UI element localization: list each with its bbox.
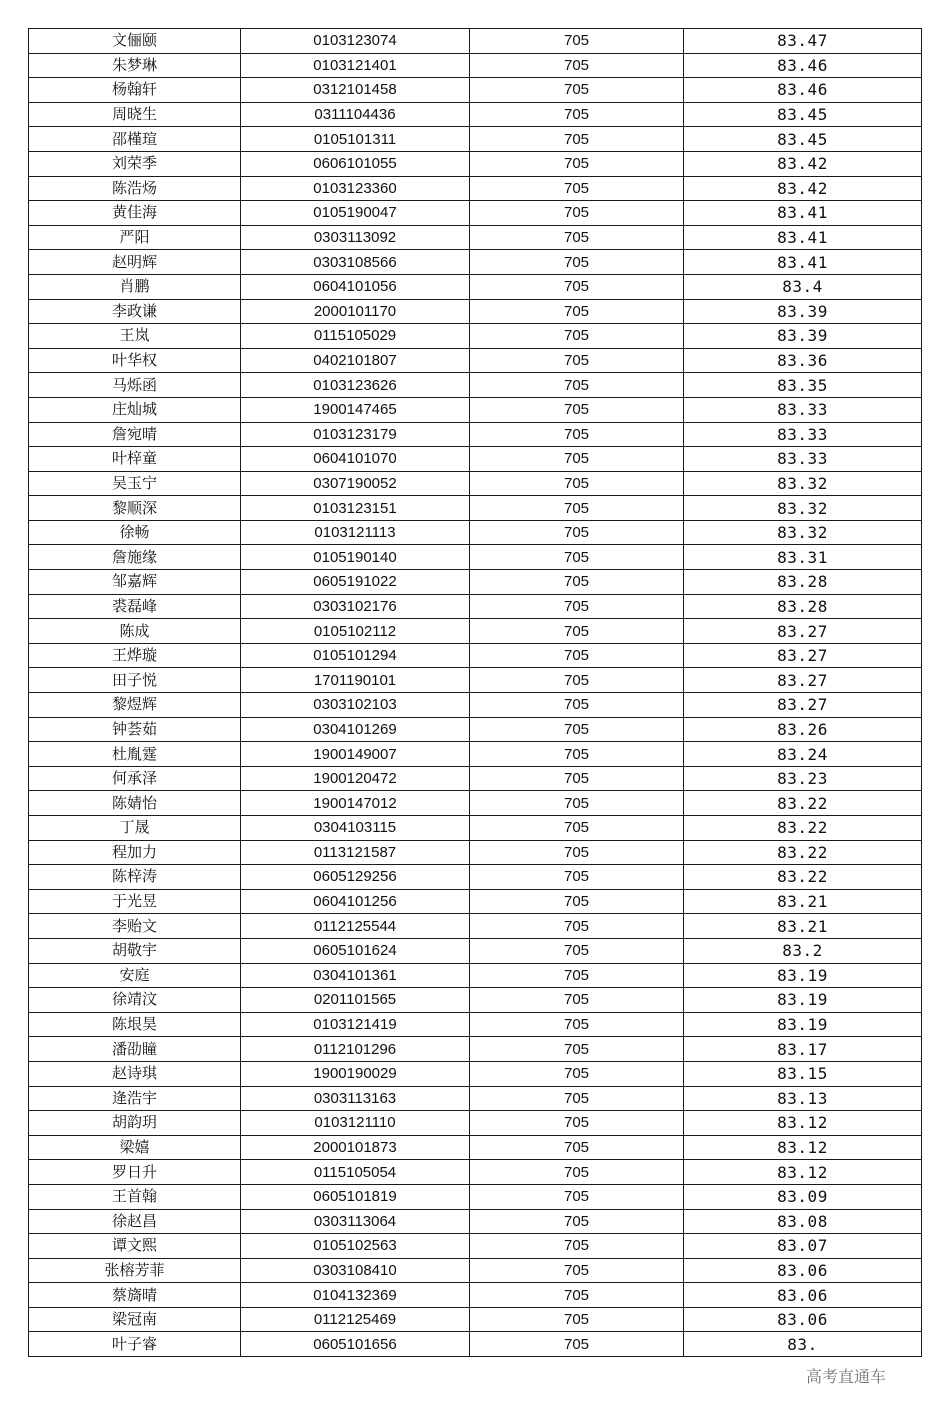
table-row [29,1037,922,1062]
candidate-name: 黎煜辉 [29,693,241,718]
candidate-name: 李贻文 [29,914,241,939]
exam-code: 705 [470,619,684,644]
exam-code: 705 [470,151,684,176]
candidate-id: 0303102103 [241,693,470,718]
candidate-name: 徐赵昌 [29,1209,241,1234]
candidate-name: 陈成 [29,619,241,644]
candidate-name: 文俪颐 [29,29,241,54]
table-row [29,1283,922,1308]
exam-code: 705 [470,988,684,1013]
table-row [29,988,922,1013]
candidate-id: 0605191022 [241,570,470,595]
score-value: 83.4 [684,274,922,299]
table-row [29,1012,922,1037]
candidate-name: 程加力 [29,840,241,865]
table-row [29,127,922,152]
candidate-name: 潘劭瞳 [29,1037,241,1062]
score-value: 83.39 [684,299,922,324]
exam-code: 705 [470,717,684,742]
exam-code: 705 [470,53,684,78]
exam-code: 705 [470,668,684,693]
candidate-id: 0604101056 [241,274,470,299]
score-value: 83.19 [684,963,922,988]
exam-code: 705 [470,78,684,103]
candidate-id: 0103121419 [241,1012,470,1037]
candidate-id: 1900190029 [241,1061,470,1086]
exam-code: 705 [470,545,684,570]
exam-code: 705 [470,1160,684,1185]
candidate-name: 徐畅 [29,520,241,545]
table-row [29,250,922,275]
candidate-name: 钟荟茹 [29,717,241,742]
candidate-id: 0115105054 [241,1160,470,1185]
score-value: 83.19 [684,1012,922,1037]
score-value: 83.09 [684,1184,922,1209]
candidate-name: 徐靖汶 [29,988,241,1013]
table-row [29,29,922,54]
table-row [29,914,922,939]
candidate-name: 陈浩炀 [29,176,241,201]
candidate-id: 2000101873 [241,1135,470,1160]
score-value: 83.22 [684,791,922,816]
candidate-name: 周晓生 [29,102,241,127]
candidate-id: 0303113092 [241,225,470,250]
exam-code: 705 [470,520,684,545]
score-value: 83.07 [684,1234,922,1259]
table-row [29,1160,922,1185]
candidate-id: 0402101807 [241,348,470,373]
table-row [29,889,922,914]
table-row [29,1307,922,1332]
score-value: 83.06 [684,1258,922,1283]
candidate-id: 0103123151 [241,496,470,521]
candidate-name: 赵诗琪 [29,1061,241,1086]
exam-code: 705 [470,914,684,939]
exam-code: 705 [470,274,684,299]
candidate-id: 0103121113 [241,520,470,545]
exam-code: 705 [470,422,684,447]
candidate-name: 黎顺深 [29,496,241,521]
candidate-name: 肖鹏 [29,274,241,299]
table-row [29,816,922,841]
candidate-id: 0115105029 [241,324,470,349]
score-value: 83.12 [684,1135,922,1160]
table-row [29,938,922,963]
table-row [29,1135,922,1160]
table-row [29,570,922,595]
score-value: 83.33 [684,422,922,447]
candidate-name: 罗日升 [29,1160,241,1185]
exam-code: 705 [470,1012,684,1037]
score-value: 83.19 [684,988,922,1013]
exam-code: 705 [470,1184,684,1209]
score-value: 83.42 [684,151,922,176]
exam-code: 705 [470,496,684,521]
candidate-name: 邹嘉辉 [29,570,241,595]
table-row [29,594,922,619]
score-value: 83.31 [684,545,922,570]
candidate-name: 蔡旖晴 [29,1283,241,1308]
score-value: 83.35 [684,373,922,398]
table-row [29,151,922,176]
candidate-name: 谭文熙 [29,1234,241,1259]
score-value: 83.12 [684,1160,922,1185]
candidate-name: 朱梦琳 [29,53,241,78]
table-row [29,668,922,693]
exam-code: 705 [470,1086,684,1111]
exam-code: 705 [470,643,684,668]
exam-code: 705 [470,1135,684,1160]
candidate-name: 黄佳海 [29,201,241,226]
candidate-id: 0605101656 [241,1332,470,1357]
candidate-name: 安庭 [29,963,241,988]
candidate-name: 庄灿城 [29,397,241,422]
exam-code: 705 [470,865,684,890]
candidate-id: 0105190140 [241,545,470,570]
candidate-name: 严阳 [29,225,241,250]
table-row [29,520,922,545]
exam-code: 705 [470,1258,684,1283]
candidate-name: 马烁函 [29,373,241,398]
candidate-id: 1900120472 [241,766,470,791]
score-value: 83.26 [684,717,922,742]
exam-code: 705 [470,29,684,54]
candidate-id: 0304103115 [241,816,470,841]
exam-code: 705 [470,1111,684,1136]
table-row [29,422,922,447]
exam-code: 705 [470,1332,684,1357]
exam-code: 705 [470,1061,684,1086]
candidate-name: 杨翰轩 [29,78,241,103]
candidate-name: 陈婧怡 [29,791,241,816]
score-value: 83.15 [684,1061,922,1086]
candidate-name: 逄浩宇 [29,1086,241,1111]
candidate-id: 0113121587 [241,840,470,865]
table-row [29,545,922,570]
candidate-id: 0103123074 [241,29,470,54]
table-row [29,471,922,496]
table-row [29,1184,922,1209]
candidate-id: 0605101819 [241,1184,470,1209]
candidate-id: 0103121401 [241,53,470,78]
exam-code: 705 [470,176,684,201]
exam-code: 705 [470,201,684,226]
candidate-id: 0103123626 [241,373,470,398]
table-row [29,78,922,103]
candidate-id: 0604101070 [241,447,470,472]
score-value: 83.33 [684,397,922,422]
candidate-name: 王岚 [29,324,241,349]
table-row [29,1332,922,1357]
score-value: 83. [684,1332,922,1357]
exam-code: 705 [470,225,684,250]
score-value: 83.27 [684,643,922,668]
table-row [29,447,922,472]
candidate-name: 吴玉宁 [29,471,241,496]
candidate-name: 刘荣季 [29,151,241,176]
score-value: 83.32 [684,496,922,521]
candidate-id: 0105101311 [241,127,470,152]
score-value: 83.23 [684,766,922,791]
score-value: 83.42 [684,176,922,201]
candidate-name: 王首翰 [29,1184,241,1209]
score-value: 83.36 [684,348,922,373]
exam-code: 705 [470,816,684,841]
candidate-name: 胡敬宇 [29,938,241,963]
table-row [29,643,922,668]
exam-code: 705 [470,348,684,373]
exam-code: 705 [470,1283,684,1308]
candidate-id: 0112125544 [241,914,470,939]
candidate-id: 0105101294 [241,643,470,668]
table-row [29,1258,922,1283]
exam-code: 705 [470,693,684,718]
table-row [29,791,922,816]
score-value: 83.12 [684,1111,922,1136]
exam-code: 705 [470,373,684,398]
table-row [29,1086,922,1111]
table-row [29,1209,922,1234]
exam-code: 705 [470,397,684,422]
table-row [29,1234,922,1259]
score-value: 83.06 [684,1283,922,1308]
candidate-name: 梁嬉 [29,1135,241,1160]
score-value: 83.13 [684,1086,922,1111]
candidate-id: 1900149007 [241,742,470,767]
candidate-name: 胡韵玥 [29,1111,241,1136]
exam-code: 705 [470,594,684,619]
candidate-name: 田子悦 [29,668,241,693]
score-value: 83.2 [684,938,922,963]
score-value: 83.21 [684,889,922,914]
candidate-id: 0103123360 [241,176,470,201]
candidate-id: 0606101055 [241,151,470,176]
candidate-id: 0303113064 [241,1209,470,1234]
candidate-id: 0303108566 [241,250,470,275]
table-row [29,348,922,373]
candidate-id: 0303102176 [241,594,470,619]
candidate-id: 0311104436 [241,102,470,127]
table-row [29,299,922,324]
exam-code: 705 [470,570,684,595]
score-value: 83.47 [684,29,922,54]
table-row [29,1111,922,1136]
candidate-id: 0103123179 [241,422,470,447]
score-value: 83.32 [684,520,922,545]
score-value: 83.22 [684,840,922,865]
score-value: 83.33 [684,447,922,472]
table-row [29,840,922,865]
candidate-name: 梁冠南 [29,1307,241,1332]
candidate-id: 1900147465 [241,397,470,422]
table-row [29,619,922,644]
candidate-name: 陈垠昊 [29,1012,241,1037]
score-value: 83.27 [684,619,922,644]
score-value: 83.06 [684,1307,922,1332]
candidate-id: 2000101170 [241,299,470,324]
candidate-name: 于光昱 [29,889,241,914]
score-value: 83.46 [684,53,922,78]
candidate-id: 1701190101 [241,668,470,693]
exam-code: 705 [470,250,684,275]
score-value: 83.46 [684,78,922,103]
score-value: 83.41 [684,250,922,275]
score-value: 83.08 [684,1209,922,1234]
candidate-id: 1900147012 [241,791,470,816]
score-value: 83.21 [684,914,922,939]
exam-code: 705 [470,1234,684,1259]
table-row [29,963,922,988]
table-row [29,225,922,250]
score-value: 83.41 [684,225,922,250]
score-value: 83.45 [684,127,922,152]
exam-code: 705 [470,127,684,152]
table-row [29,693,922,718]
score-value: 83.27 [684,668,922,693]
candidate-name: 丁晟 [29,816,241,841]
exam-code: 705 [470,324,684,349]
score-value: 83.27 [684,693,922,718]
candidate-id: 0105102112 [241,619,470,644]
candidate-id: 0112101296 [241,1037,470,1062]
table-row [29,865,922,890]
candidate-id: 0105102563 [241,1234,470,1259]
exam-code: 705 [470,1037,684,1062]
candidate-name: 李政谦 [29,299,241,324]
candidate-id: 0304101361 [241,963,470,988]
candidate-id: 0605129256 [241,865,470,890]
score-value: 83.28 [684,570,922,595]
candidate-id: 0605101624 [241,938,470,963]
score-value: 83.39 [684,324,922,349]
candidate-name: 詹宛晴 [29,422,241,447]
table-row [29,53,922,78]
score-table-body [29,29,922,1357]
exam-code: 705 [470,742,684,767]
candidate-id: 0103121110 [241,1111,470,1136]
score-value: 83.45 [684,102,922,127]
candidate-id: 0307190052 [241,471,470,496]
table-row [29,201,922,226]
exam-code: 705 [470,102,684,127]
candidate-id: 0604101256 [241,889,470,914]
exam-code: 705 [470,766,684,791]
table-row [29,766,922,791]
score-table [28,28,922,1357]
score-value: 83.22 [684,816,922,841]
table-row [29,397,922,422]
table-row [29,102,922,127]
candidate-name: 何承泽 [29,766,241,791]
candidate-id: 0112125469 [241,1307,470,1332]
score-value: 83.41 [684,201,922,226]
candidate-name: 叶华权 [29,348,241,373]
exam-code: 705 [470,840,684,865]
score-value: 83.24 [684,742,922,767]
candidate-name: 王烨璇 [29,643,241,668]
table-row [29,742,922,767]
candidate-id: 0304101269 [241,717,470,742]
candidate-name: 陈梓涛 [29,865,241,890]
candidate-name: 叶子睿 [29,1332,241,1357]
table-row [29,496,922,521]
exam-code: 705 [470,447,684,472]
exam-code: 705 [470,299,684,324]
candidate-name: 叶梓童 [29,447,241,472]
candidate-name: 张榕芳菲 [29,1258,241,1283]
watermark-text: 高考直通车 [806,1367,887,1386]
exam-code: 705 [470,963,684,988]
candidate-id: 0201101565 [241,988,470,1013]
table-row [29,176,922,201]
exam-code: 705 [470,938,684,963]
candidate-name: 杜胤霆 [29,742,241,767]
candidate-id: 0303108410 [241,1258,470,1283]
table-row [29,324,922,349]
table-row [29,373,922,398]
exam-code: 705 [470,889,684,914]
exam-code: 705 [470,1209,684,1234]
candidate-name: 裘磊峰 [29,594,241,619]
table-row [29,1061,922,1086]
candidate-name: 赵明辉 [29,250,241,275]
candidate-id: 0105190047 [241,201,470,226]
score-value: 83.32 [684,471,922,496]
score-value: 83.17 [684,1037,922,1062]
candidate-id: 0104132369 [241,1283,470,1308]
candidate-id: 0303113163 [241,1086,470,1111]
score-value: 83.22 [684,865,922,890]
exam-code: 705 [470,471,684,496]
candidate-name: 詹施缘 [29,545,241,570]
table-row [29,274,922,299]
score-value: 83.28 [684,594,922,619]
exam-code: 705 [470,1307,684,1332]
table-row [29,717,922,742]
candidate-name: 邵槿瑄 [29,127,241,152]
exam-code: 705 [470,791,684,816]
candidate-id: 0312101458 [241,78,470,103]
